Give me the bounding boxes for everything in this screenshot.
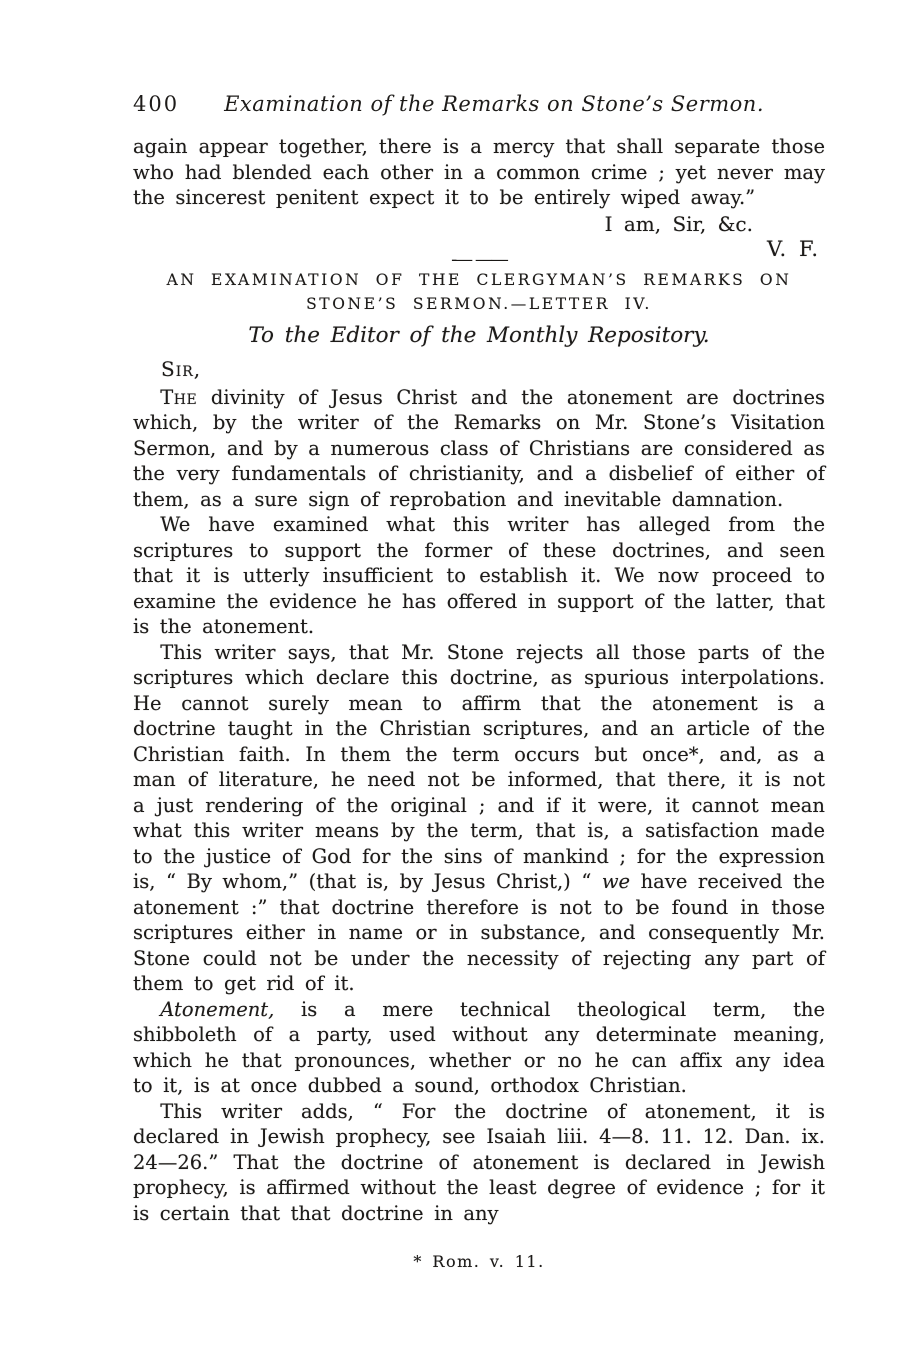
paragraph-1-text: divinity of Jesus Christ and the atonement are doctrines which, by the writer of the Remarks on Mr. Stone’s Visitation Sermon, and by a numerous class of Christians are considered as the very fundamentals of christianity, and a disbelief of either of them, as a sure sign of reprobation and inevitable damnation. [133,385,825,511]
paragraph-3-text-a: This writer says, that Mr. Stone rejects all those parts of the scriptures which declare this doctrine, as spurious interpolations. He cannot surely mean to affirm that the atonement is a doctrine taught in the Christian scriptures, and an article of the Christian faith. In them the term occurs but once*, and, as a man of literature, he need not be informed, that there, it is not a just rendering of the original ; and if it were, it cannot mean what this writer means by the term, that is, a satisfaction made to the justice of God for the sins of mankind ; for the expression is, “ By whom,” (that is, by Jesus Christ,) “ [133,640,825,893]
editor-address: To the Editor of the Monthly Repository. [248,322,710,348]
section-divider: -— —— [451,248,507,270]
paragraph-1-lead: The [160,385,198,409]
paragraph-4-text: is a mere technical theological term, the shibboleth of a party, used without any determinate meaning, which he that pronounces, whether or no he can affix any idea to it, is at once dubbed a sound, orthodox Christian. [133,997,825,1097]
page-number: 400 [133,92,180,116]
paragraph-3-emphasis: we [601,870,631,893]
text-block [133,92,825,1271]
article-heading-line1: AN EXAMINATION OF THE CLERGYMAN’S REMARKS ON [166,270,792,289]
paragraph-3 [133,640,825,997]
article-heading [133,268,825,316]
running-head [133,92,825,116]
paragraph-3-text-b: have received the atonement :” that doctrine therefore is not to be found in those scriptures either in name or in substance, and consequently Mr. Stone could not be under the necessity of rejecting any part of them to get rid of it. [133,870,825,995]
running-title: Examination of the Remarks on Stone’s Sermon. [224,92,764,116]
letter-continuation-paragraph: again appear together, there is a mercy that shall separate those who had blended each other in a common crime ; yet never may the sincerest penitent expect it to be entirely wiped away.” [133,135,825,209]
paragraph-4 [133,997,825,1099]
paragraph-2: We have examined what this writer has alleged from the scriptures to support the former of these doctrines, and seen that it is utterly insufficient to establish it. We now proceed to examine the evidence he has offered in support of the latter, that is the atonement. [133,513,825,638]
article-heading-line2: STONE’S SERMON.—LETTER IV. [306,294,652,313]
signature-row [133,236,825,270]
footnote: * Rom. v. 11. [413,1252,545,1271]
paragraph-4-lead: Atonement, [160,997,275,1021]
salutation: Sir, [161,356,202,381]
paragraph-5: This writer adds, “ For the doctrine of atonement, it is declared in Jewish prophecy, see Isaiah liii. 4—8. 11. 12. Dan. ix. 24—26.” That the doctrine of atonement is declared in Jewish prophecy, is affirmed without the least degree of evidence ; for it is certain that that doctrine in any [133,1099,825,1225]
paragraph-1 [133,385,825,513]
letter-signature: V. F. [766,236,819,261]
letter-signoff: I am, Sir, &c. [604,211,753,236]
article-body [133,385,825,1227]
